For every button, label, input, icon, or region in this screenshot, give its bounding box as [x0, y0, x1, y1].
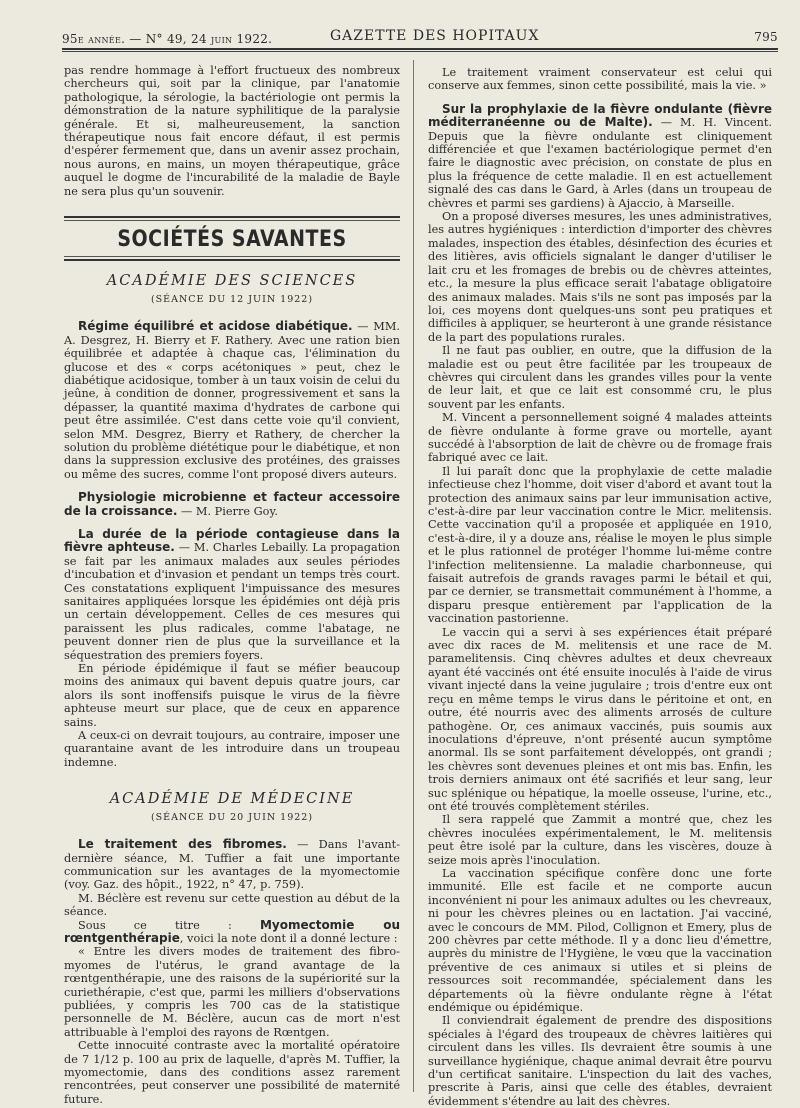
- journal-title: GAZETTE DES HOPITAUX: [330, 28, 540, 44]
- body-paragraph: Il ne faut pas oublier, en outre, que la diffusion de la maladie est ou peut être facilitée par les troupeaux de chèvres qui circulent dans les grandes villes pour la vente de leur lait, et que ce lait est consommé cru, le plus souvent par les enfants.: [428, 344, 772, 411]
- article-heading: La durée de la période contagieuse dans la fièvre aphteuse.: [64, 526, 400, 555]
- body-paragraph: En période épidémique il faut se méfier beaucoup moins des animaux qui bavent depuis quatre jours, car alors ils sont inoffensifs puisque le virus de la fièvre aphteuse meurt sur place, que de ceux en apparence sains.: [64, 662, 400, 729]
- page-number: 795: [754, 30, 778, 44]
- right-column: [428, 66, 772, 1108]
- section-rule: [64, 216, 400, 218]
- body-text: , voici la note dont il a donné lecture :: [179, 931, 398, 945]
- article-paragraph: [64, 320, 400, 481]
- body-paragraph: On a proposé diverses mesures, les unes administratives, les autres hygiéniques : interdiction d'importer des chèvres malades, inspection des étables, désinfection des écuries et des litières, avis officiels signalant le danger d'utiliser le lait cru et les fromages de brebis ou de chèvres atteintes, etc., la mesure la plus efficace serait l'abatage obligatoire des animaux malades. Mais s'ils ne sont pas imposés par la loi, ces moyens dont quelques-uns sont peu pratiques et difficiles à appliquer, se heurteront à une grande résistance de la part des populations rurales.: [428, 210, 772, 344]
- body-paragraph: Le vaccin qui a servi à ses expériences était préparé avec dix races de M. melitensis et une race de M. paramelitensis. Cinq chèvres adultes et deux chevreaux ayant été vaccinés ont été ensuite inoculés à l'aide de virus vivant injecté dans la veine jugulaire ; trois d'entre eux ont reçu en même temps le virus dans le péritoine et ont, en outre, été nourris avec des aliments arrosés de culture pathogène. Or, ces animaux vaccinés, puis soumis aux inoculations d'épreuve, n'ont présenté aucun symptôme anormal. Ils se sont parfaitement développés, ont grandi ; les chèvres sont devenues pleines et ont mis bas. Enfin, les trois derniers animaux ont été sacrifiés et leur sang, leur suc splénique ou hépatique, la moelle osseuse, l'urine, etc., ont été trouvés complètement stériles.: [428, 625, 772, 813]
- article-paragraph: [64, 838, 400, 892]
- article-paragraph: [428, 103, 772, 210]
- body-paragraph: Il sera rappelé que Zammit a montré que, chez les chèvres inoculées expérimentalement, le M. melitensis peut être isolé par la culture, dans les viscères, douze à seize mois après l'inoculation.: [428, 813, 772, 867]
- article-body: — MM. A. Desgrez, H. Bierry et F. Rathery. Avec une ration bien équilibrée et adaptée à chaque cas, l'élimination du glucose et des « corps acétoniques » peut, chez le diabétique acidosique, tomber à un taux voisin de celui du jeûne, à condition de donner, progressivement et sans la dépasser, la quantité maxima d'hydrates de carbone qui peut être assimilée. C'est dans cette voie qu'il convient, selon MM. Desgrez, Bierry et Rathery, de chercher la solution du problème diététique pour le diabétique, et non dans la suppression exclusive des protéines, des graisses ou même des sucres, comme l'ont proposé divers auteurs.: [64, 320, 400, 481]
- article-paragraph: [64, 491, 400, 518]
- body-paragraph: M. Vincent a personnellement soigné 4 malades atteints de fièvre ondulante à forme grave ou mortelle, ayant succédé à l'absorption de lait de chèvre ou de fromage frais fabriqué avec ce lait.: [428, 411, 772, 465]
- article-paragraph: [64, 528, 400, 662]
- article-heading: Physiologie microbienne et facteur accessoire de la croissance.: [64, 490, 400, 518]
- body-paragraph: Il conviendrait également de prendre des dispositions spéciales à l'égard des troupeaux de chèvres laitières qui circulent dans les villes. Ils devraient être soumis à une surveillance hygiénique, chaque animal devrait être pourvu d'un certificat sanitaire. L'inspection du lait des vaches, prescrite à Paris, ainsi que celle des étables, devraient évidemment s'étendre au lait des chèvres.: [428, 1014, 772, 1108]
- article-heading: Régime équilibré et acidose diabétique.: [78, 319, 353, 334]
- section-title: SOCIÉTÉS SAVANTES: [117, 226, 347, 252]
- article-body: — Dans l'avant-dernière séance, M. Tuffier a fait une importante communication sur les avantages de la myomectomie (voy. Gaz. des hôpit., 1922, n° 47, p. 759).: [64, 838, 401, 892]
- body-paragraph: A ceux-ci on devrait toujours, au contraire, imposer une quarantaine avant de les introduire dans un troupeau indemne.: [64, 729, 400, 769]
- section-header: [64, 216, 400, 261]
- seance-date: (SÉANCE DU 12 JUIN 1922): [150, 293, 314, 305]
- body-paragraph: La vaccination spécifique confère donc une forte immunité. Elle est facile et ne comporte aucun inconvénient ni pour les animaux adultes ou les chevreaux, ni pour les chèvres pleines ou en lactation. J'ai vacciné, avec le concours de MM. Pilod, Collignon et Emery, plus de 200 chèvres par cette méthode. Il y a donc lieu d'émettre, auprès du ministre de l'Hygiène, le vœu que la vaccination préventive de ces animaux si utiles et si pleins de ressources soit recommandée, spécialement dans les départements où la fièvre ondulante règne à l'état endémique ou épidémique.: [428, 866, 772, 1015]
- article-body: — M. Pierre Goy.: [177, 504, 278, 518]
- section-rule: [64, 220, 400, 221]
- academy-medecine-title: ACADÉMIE DE MÉDECINE: [109, 791, 355, 808]
- header-rule: [62, 48, 778, 50]
- body-paragraph: « Entre les divers modes de traitement des fibro-myomes de l'utérus, le grand avantage de la rœntgenthérapie, une des raisons de la supériorité sur la curiethérapie, c'est que, parmi les milliers d'observations publiées, y compris les 700 cas de la statistique personnelle de M. Béclère, aucun cas de mort n'est attribuable à l'emploi des rayons de Rœntgen.: [64, 945, 400, 1039]
- body-text: Sous ce titre :: [78, 918, 260, 932]
- seance-date: (SÉANCE DU 20 JUIN 1922): [150, 811, 314, 823]
- article-body: — M. H. Vincent. Depuis que la fièvre ondulante est cliniquement différenciée et que l'examen bactériologique permet d'en faire le diagnostic avec précision, on constate de plus en plus la fréquence de cette maladie. Il en est actuellement signalé des cas dans le Gard, à Arles (dans un troupeau de chèvres et parmi ses gardiens) à Ajaccio, à Marseille.: [428, 116, 772, 210]
- article-heading: Sur la prophylaxie de la fièvre ondulante (fièvre méditerranéenne ou de Malte).: [428, 101, 772, 130]
- intro-paragraph: pas rendre hommage à l'effort fructueux des nombreux chercheurs qui, soit par la clinique, par l'anatomie pathologique, la sérologie, la bactériologie ont permis la démonstration de la nature syphilitique de la paralysie générale. Et si, malheureusement, la sanction thérapeutique nous fait encore défaut, il est permis d'espérer fermement que, dans un avenir assez prochain, nous aurons, en mains, un moyen thérapeutique, grâce auquel le dogme de l'incurabilité de la maladie de Bayle ne sera plus qu'un souvenir.: [64, 64, 400, 198]
- note-title: Myomectomie ou rœntgenthérapie: [64, 917, 400, 945]
- article-heading: Le traitement des fibromes.: [78, 837, 287, 852]
- header-rule-thin: [62, 51, 778, 52]
- body-paragraph: Il lui paraît donc que la prophylaxie de cette maladie infectieuse chez l'homme, doit viser d'abord et avant tout la protection des animaux sains par leur immunisation active, c'est-à-dire par leur vaccination contre le Micr. melitensis. Cette vaccination qu'il a proposée et appliquée en 1910, c'est-à-dire, il y a douze ans, réalise le moyen le plus simple et le plus rationnel de protéger l'homme lui-même contre l'infection melitensienne. La maladie charbonneuse, qui faisait autrefois de grands ravages parmi le bétail et qui, par ce dernier, se transmettait communément à l'homme, a disparu presque entièrement par l'application de la vaccination pastorienne.: [428, 464, 772, 626]
- article-body: — M. Charles Lebailly. La propagation se fait par les animaux malades aux seules périodes d'incubation et d'invasion et pendant un temps très court. Ces constatations expliquent l'impuissance des mesures sanitaires appliquées lorsque les épidémies ont déjà pris un certain développement. Celles de ces mesures qui paraissent les plus radicales, comme l'abatage, ne peuvent donner rien de plus que la surveillance et la séquestration des premiers foyers.: [64, 541, 400, 662]
- running-head: [62, 24, 778, 46]
- academy-sciences-title: ACADÉMIE DES SCIENCES: [106, 273, 358, 290]
- body-paragraph: Le traitement vraiment conservateur est celui qui conserve aux femmes, sinon cette possibilité, mais la vie. »: [428, 66, 772, 93]
- issue-info: 95e année. — N° 49, 24 juin 1922.: [62, 32, 273, 46]
- column-divider: [413, 60, 414, 1092]
- body-paragraph: M. Béclère est revenu sur cette question au début de la séance.: [64, 891, 400, 919]
- left-column: [64, 64, 400, 1106]
- body-paragraph: Cette innocuité contraste avec la mortalité opératoire de 7 1/12 p. 100 au prix de laquelle, d'après M. Tuffier, la myomectomie, dans des conditions assez rarement rencontrées, peut conserver une possibilité de maternité future.: [64, 1039, 400, 1106]
- section-rule: [64, 256, 400, 257]
- body-paragraph: [64, 919, 400, 946]
- section-rule: [64, 259, 400, 261]
